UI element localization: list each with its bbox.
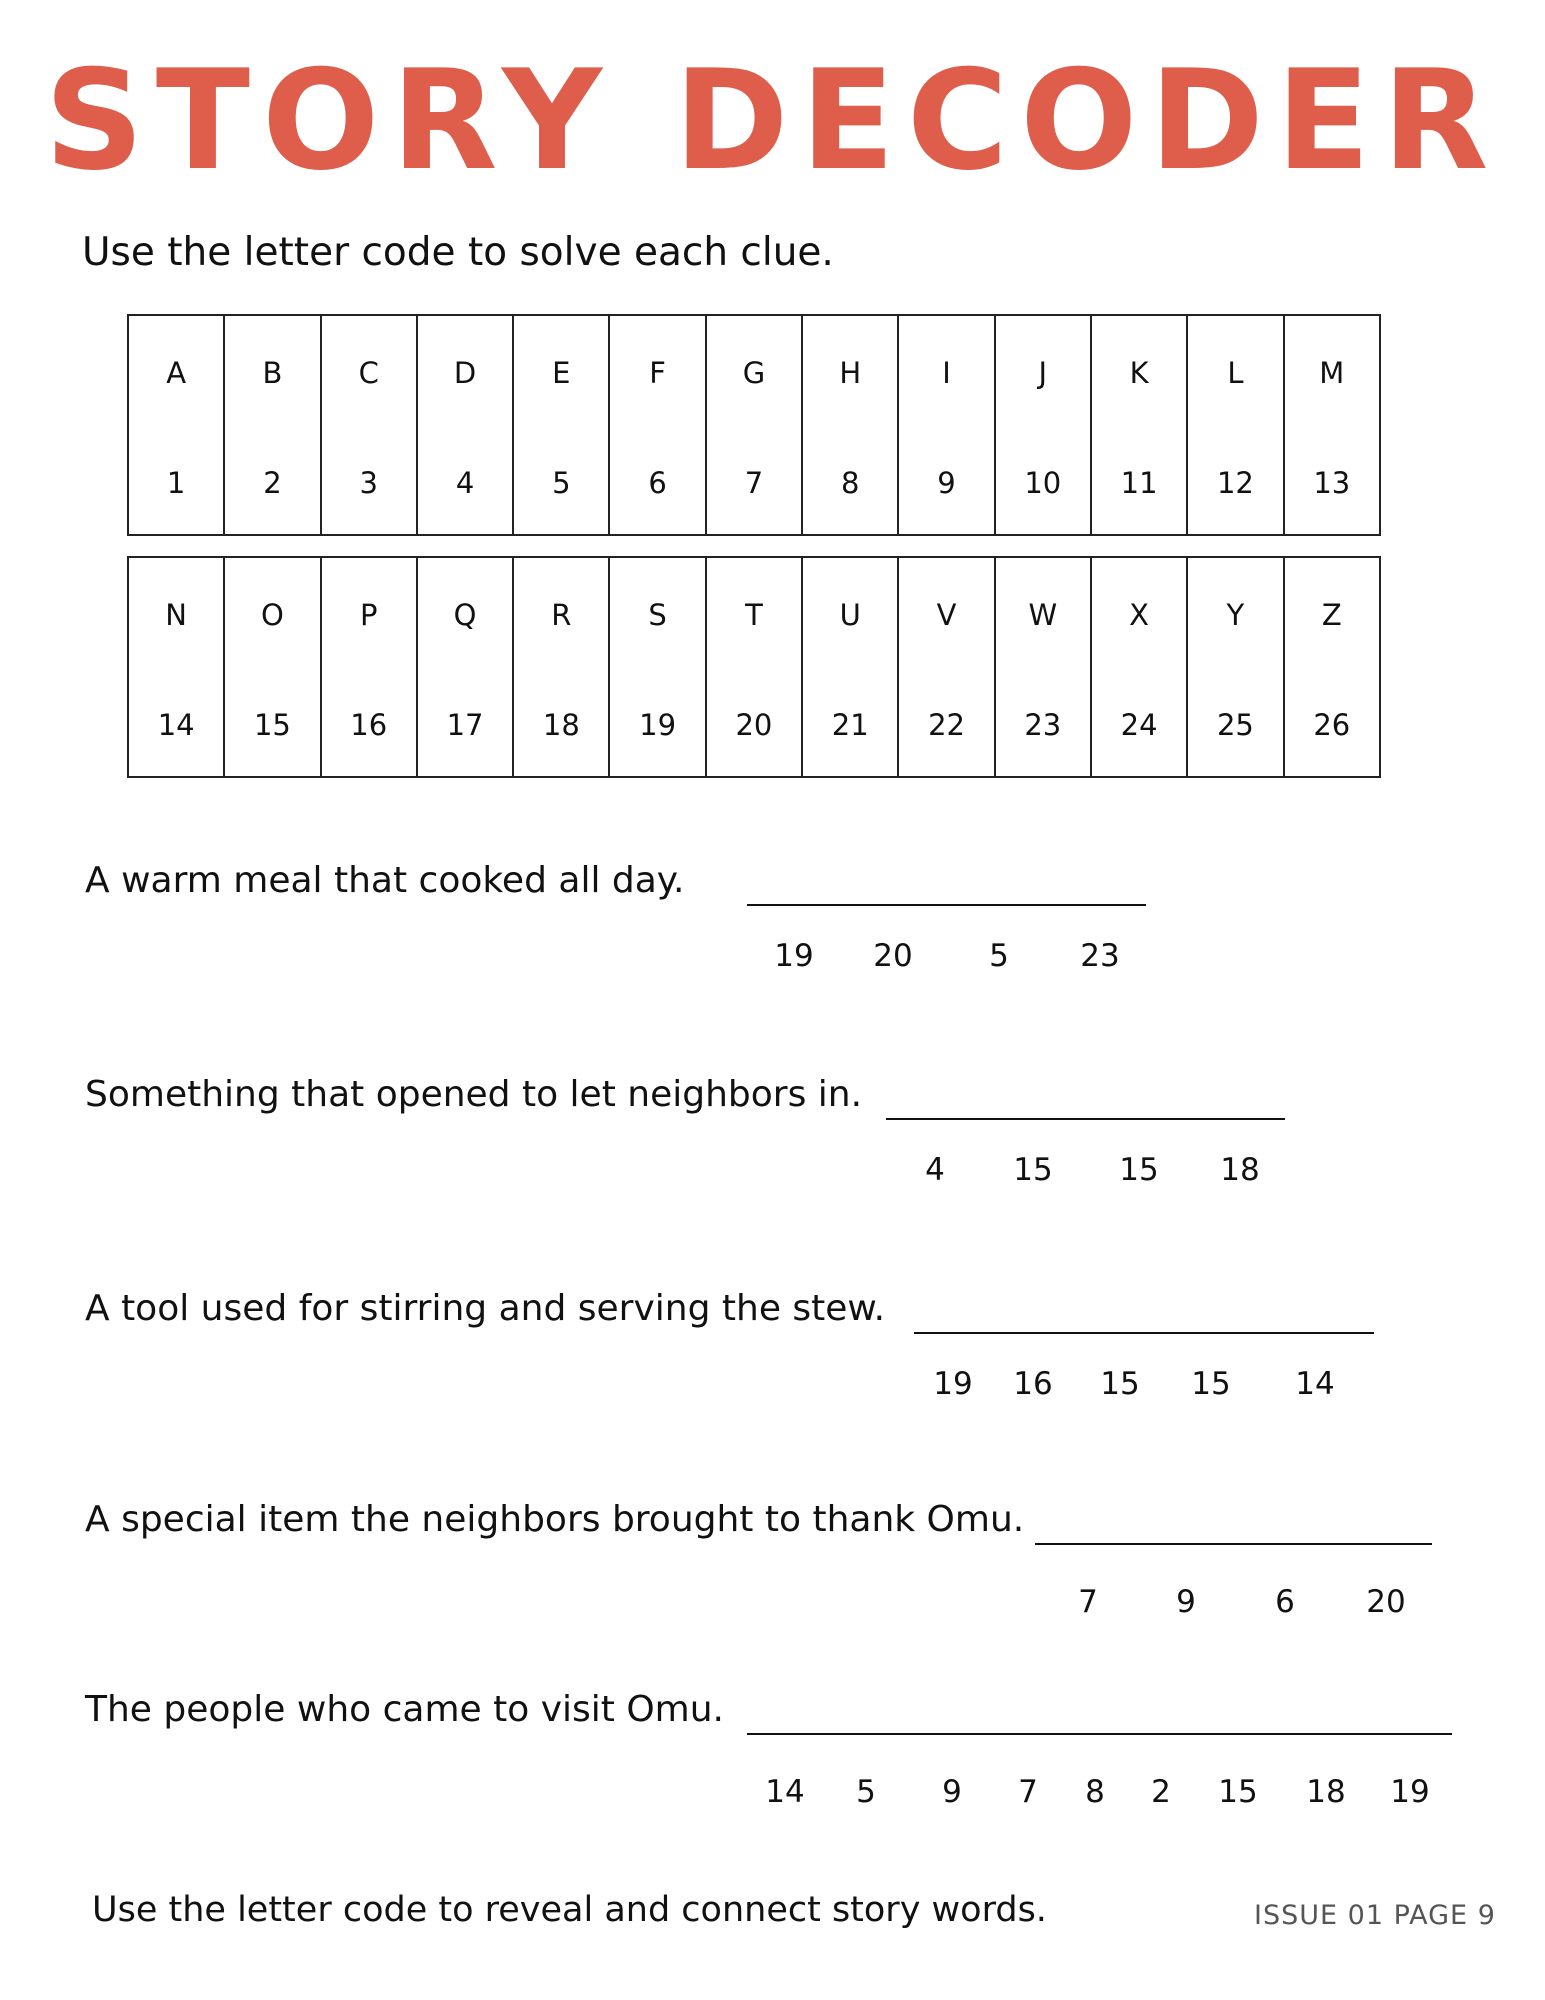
footer-instruction: Use the letter code to reveal and connect story words.	[92, 1890, 1047, 1930]
clue-code-number: 9	[942, 1774, 962, 1810]
code-cell-g	[706, 315, 802, 535]
code-number: 8	[841, 466, 860, 500]
code-cell-o	[224, 557, 320, 777]
code-number: 12	[1216, 466, 1254, 500]
clue-code-number: 18	[1220, 1152, 1260, 1188]
code-letter: F	[649, 356, 666, 390]
clue-code-number: 15	[1013, 1152, 1053, 1188]
code-letter: N	[165, 598, 187, 632]
code-letter: B	[262, 356, 283, 390]
clue-code-number: 15	[1119, 1152, 1159, 1188]
code-number: 17	[446, 708, 484, 742]
answer-line[interactable]	[886, 1118, 1285, 1120]
code-cell-e	[513, 315, 609, 535]
code-letter: C	[358, 356, 379, 390]
answer-line[interactable]	[1035, 1543, 1432, 1545]
code-cell-r	[513, 557, 609, 777]
code-number: 10	[1024, 466, 1062, 500]
code-letter: P	[359, 598, 378, 632]
clue-code-number: 8	[1085, 1774, 1105, 1810]
clue-5	[0, 1689, 1545, 1839]
clue-1	[0, 860, 1545, 1010]
code-letter: R	[551, 598, 572, 632]
code-cell-z	[1284, 557, 1380, 777]
code-number: 14	[157, 708, 195, 742]
clue-code-number: 15	[1191, 1366, 1231, 1402]
code-number: 18	[542, 708, 580, 742]
code-letter: V	[936, 598, 957, 632]
clue-3	[0, 1288, 1545, 1438]
clue-code-number: 2	[1151, 1774, 1171, 1810]
code-number: 20	[735, 708, 773, 742]
code-number: 22	[928, 708, 965, 742]
code-letter: D	[453, 356, 477, 390]
code-number: 11	[1120, 466, 1158, 500]
code-number: 3	[359, 466, 378, 500]
code-cell-d	[417, 315, 513, 535]
clue-code-number: 19	[774, 938, 814, 974]
letter-code-table-a-m	[127, 314, 1381, 536]
code-number: 25	[1216, 708, 1254, 742]
clue-code-number: 20	[873, 938, 913, 974]
code-number: 15	[253, 708, 291, 742]
clue-code-number: 7	[1018, 1774, 1038, 1810]
clue-text: Something that opened to let neighbors in.	[85, 1074, 863, 1115]
code-letter: J	[1038, 356, 1048, 390]
code-cell-u	[802, 557, 898, 777]
code-cell-l	[1187, 315, 1283, 535]
clue-code-number: 9	[1176, 1584, 1196, 1620]
code-cell-b	[224, 315, 320, 535]
code-letter: I	[942, 356, 951, 390]
code-letter: O	[261, 598, 284, 632]
code-number: 23	[1024, 708, 1062, 742]
code-letter: X	[1129, 598, 1150, 632]
issue-page-label: ISSUE 01 PAGE 9	[1254, 1900, 1496, 1931]
code-number: 19	[639, 708, 677, 742]
code-letter: M	[1319, 356, 1345, 390]
clue-code-number: 7	[1078, 1584, 1098, 1620]
code-letter: A	[166, 356, 187, 390]
code-cell-t	[706, 557, 802, 777]
code-letter: U	[839, 598, 861, 632]
clue-text: A warm meal that cooked all day.	[85, 860, 685, 901]
code-cell-m	[1284, 315, 1380, 535]
code-letter: Q	[453, 598, 477, 632]
code-number: 26	[1313, 708, 1351, 742]
code-cell-x	[1091, 557, 1187, 777]
code-cell-a	[128, 315, 224, 535]
clue-code-number: 15	[1218, 1774, 1258, 1810]
code-letter: T	[745, 598, 763, 632]
code-number: 9	[937, 466, 956, 500]
code-cell-s	[609, 557, 705, 777]
code-cell-h	[802, 315, 898, 535]
code-cell-p	[321, 557, 417, 777]
code-letter: L	[1227, 356, 1244, 390]
code-number: 13	[1313, 466, 1351, 500]
code-letter: Z	[1321, 598, 1342, 632]
code-number: 7	[744, 466, 764, 500]
clue-4	[0, 1499, 1545, 1649]
page-title: STORY DECODER	[44, 40, 1501, 201]
letter-code-table-n-z	[127, 556, 1381, 778]
clue-text: A special item the neighbors brought to thank Omu.	[85, 1499, 1025, 1540]
clue-code-number: 19	[1390, 1774, 1430, 1810]
code-cell-i	[898, 315, 994, 535]
code-letter: S	[648, 598, 667, 632]
clue-code-number: 19	[933, 1366, 973, 1402]
code-cell-f	[609, 315, 705, 535]
code-cell-w	[995, 557, 1091, 777]
code-letter: Y	[1226, 598, 1245, 632]
clue-code-number: 14	[1295, 1366, 1335, 1402]
code-letter: K	[1129, 356, 1149, 390]
code-cell-n	[128, 557, 224, 777]
clue-code-number: 18	[1306, 1774, 1346, 1810]
clue-code-number: 5	[989, 938, 1009, 974]
clue-text: The people who came to visit Omu.	[85, 1689, 724, 1730]
clue-text: A tool used for stirring and serving the stew.	[85, 1288, 886, 1329]
answer-line[interactable]	[747, 904, 1146, 906]
answer-line[interactable]	[914, 1332, 1374, 1334]
code-number: 21	[831, 708, 869, 742]
code-number: 16	[350, 708, 388, 742]
code-letter: H	[839, 356, 862, 390]
code-number: 6	[648, 466, 667, 500]
code-cell-v	[898, 557, 994, 777]
code-letter: G	[742, 356, 766, 390]
code-number: 24	[1120, 708, 1158, 742]
clue-code-number: 23	[1080, 938, 1120, 974]
clue-code-number: 15	[1100, 1366, 1140, 1402]
code-number: 2	[263, 466, 282, 500]
instructions: Use the letter code to solve each clue.	[82, 230, 834, 275]
code-cell-y	[1187, 557, 1283, 777]
code-cell-j	[995, 315, 1091, 535]
code-number: 5	[552, 466, 571, 500]
clue-2	[0, 1074, 1545, 1224]
code-letter: W	[1028, 598, 1058, 632]
code-cell-c	[321, 315, 417, 535]
code-cell-q	[417, 557, 513, 777]
clue-code-number: 4	[925, 1152, 945, 1188]
clue-code-number: 14	[765, 1774, 805, 1810]
code-number: 4	[455, 466, 475, 500]
code-cell-k	[1091, 315, 1187, 535]
clue-code-number: 6	[1275, 1584, 1295, 1620]
clue-code-number: 16	[1013, 1366, 1053, 1402]
code-letter: E	[552, 356, 571, 390]
code-number: 1	[166, 466, 186, 500]
answer-line[interactable]	[747, 1733, 1452, 1735]
clue-code-number: 20	[1366, 1584, 1406, 1620]
clue-code-number: 5	[856, 1774, 876, 1810]
